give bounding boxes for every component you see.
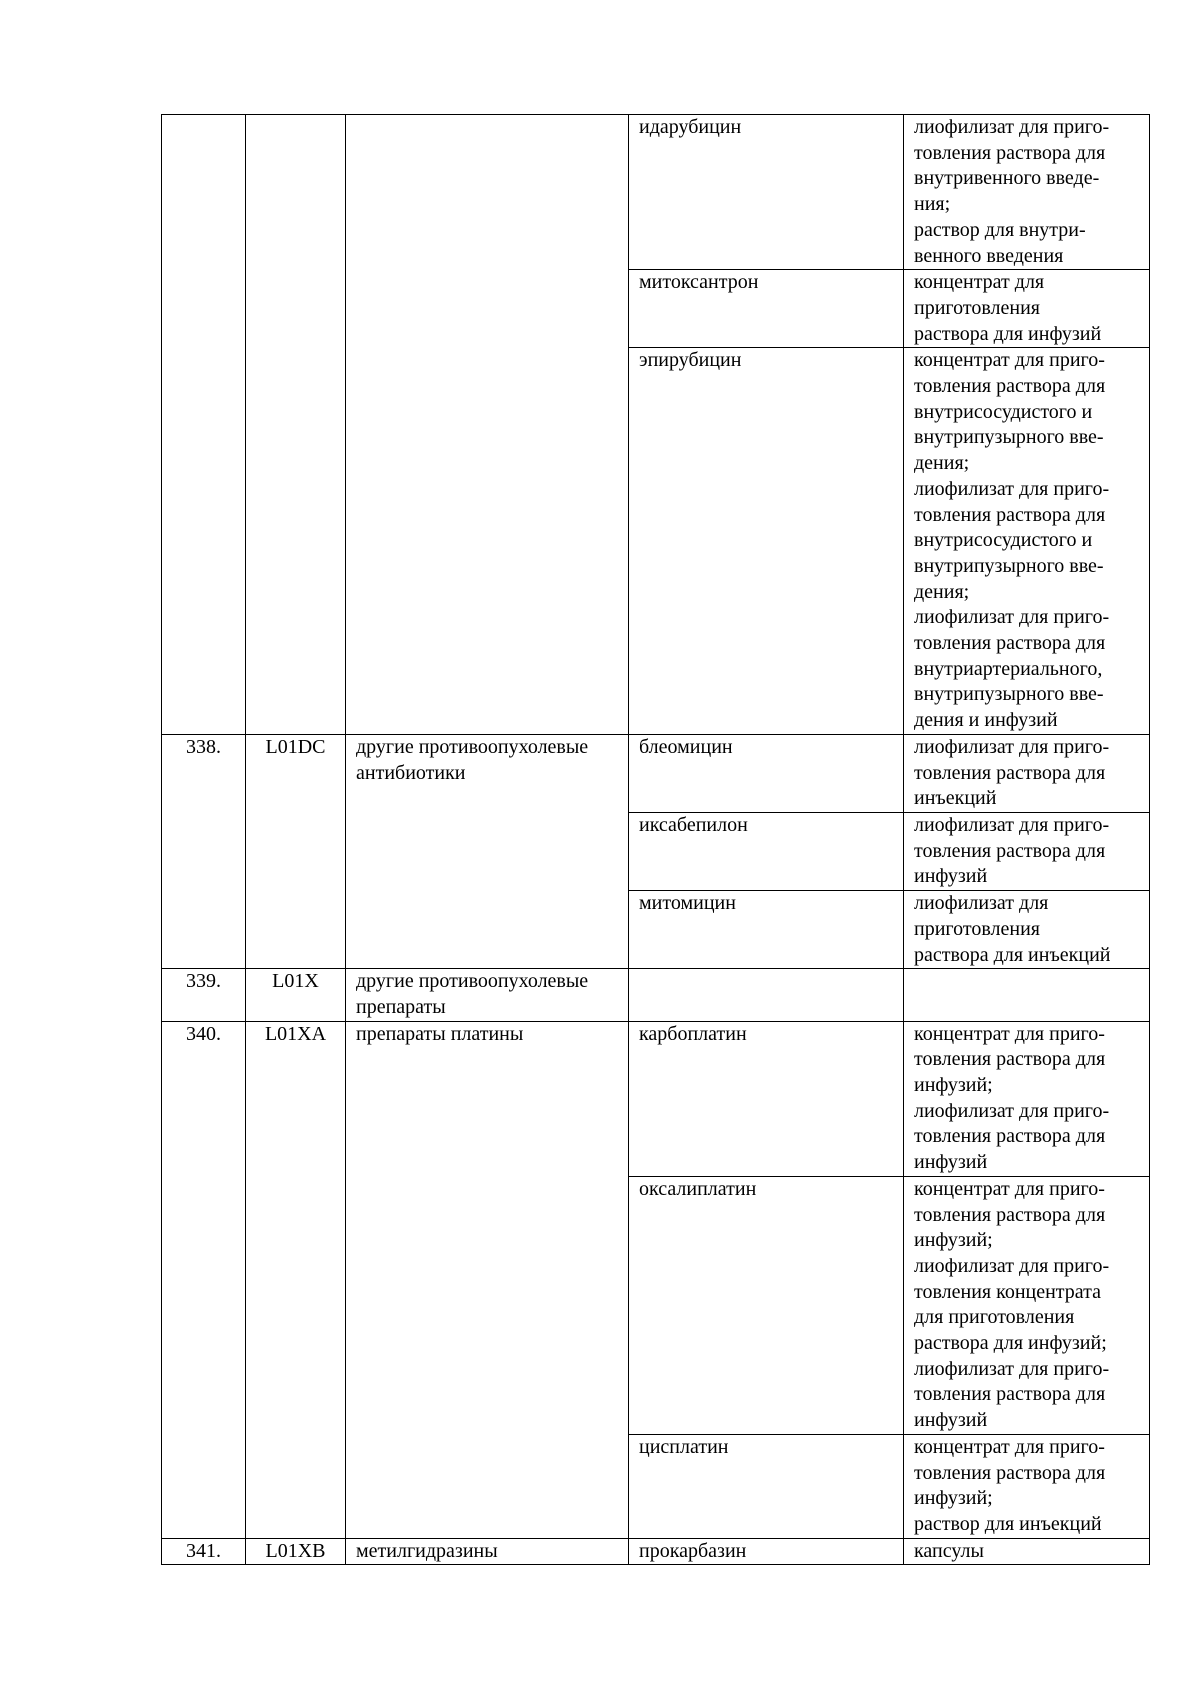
dosage-form-line: лиофилизат для приго- (914, 1099, 1110, 1122)
drug-name: прокарбазин (629, 1538, 904, 1565)
atc-code: L01XB (246, 1538, 346, 1565)
dosage-form-line: товления раствора для (914, 632, 1106, 655)
dosage-form-line: лиофилизат для приго- (914, 1357, 1110, 1380)
pharmacological-group (346, 1021, 629, 1538)
dosage-form-line: концентрат для приго- (914, 1022, 1105, 1045)
dosage-form-line: концентрат для приго- (914, 1435, 1105, 1458)
dosage-form-line: дения и инфузий (914, 709, 1058, 732)
dosage-form-line: лиофилизат для приго- (914, 1254, 1110, 1277)
dosage-form-line: лиофилизат для (914, 892, 1049, 915)
dosage-form-line: инфузий (914, 865, 988, 888)
group-name-line: препараты (356, 995, 446, 1018)
dosage-forms (904, 1176, 1150, 1434)
dosage-form-line: приготовления (914, 917, 1040, 940)
group-name-line: метилгидразины (356, 1539, 498, 1562)
drug-name: идарубицин (629, 115, 904, 270)
dosage-form-line: раствор для инъекций (914, 1512, 1102, 1535)
row-number (162, 115, 246, 735)
dosage-form-line: товления раствора для (914, 839, 1106, 862)
dosage-form-line: лиофилизат для приго- (914, 813, 1110, 836)
dosage-forms (904, 348, 1150, 735)
dosage-form-line: товления раствора для (914, 1383, 1106, 1406)
dosage-form-line: концентрат для приго- (914, 349, 1105, 372)
pharmacological-group (346, 734, 629, 968)
dosage-form-line: раствора для инъекций (914, 943, 1111, 966)
row-number: 339. (162, 969, 246, 1021)
dosage-form-line: внутрисосудистого и (914, 400, 1093, 423)
drug-name: цисплатин (629, 1434, 904, 1538)
dosage-forms (904, 812, 1150, 890)
dosage-form-line: внутрипузырного вве- (914, 683, 1104, 706)
dosage-form-line: инфузий; (914, 1229, 993, 1252)
atc-code: L01XA (246, 1021, 346, 1538)
dosage-forms (904, 891, 1150, 969)
dosage-forms (904, 270, 1150, 348)
dosage-form-line: ния; (914, 193, 951, 216)
group-name-line: другие противоопухолевые (356, 735, 589, 758)
dosage-forms (904, 969, 1150, 1021)
dosage-form-line: раствора для инфузий; (914, 1332, 1107, 1355)
drug-name: блеомицин (629, 734, 904, 812)
dosage-form-line: внутривенного введе- (914, 167, 1100, 190)
atc-code: L01X (246, 969, 346, 1021)
group-name-line: антибиотики (356, 761, 466, 784)
dosage-form-line: дения; (914, 452, 970, 475)
dosage-form-line: товления раствора для (914, 761, 1106, 784)
dosage-form-line: инфузий; (914, 1074, 993, 1097)
drug-name (629, 969, 904, 1021)
dosage-forms (904, 734, 1150, 812)
dosage-forms (904, 1538, 1150, 1565)
dosage-form-line: раствор для внутри- (914, 218, 1086, 241)
dosage-form-line: товления раствора для (914, 141, 1106, 164)
pharmacological-group (346, 115, 629, 735)
row-number: 340. (162, 1021, 246, 1538)
drug-name: митоксантрон (629, 270, 904, 348)
group-name-line: препараты платины (356, 1022, 524, 1045)
drug-name: эпирубицин (629, 348, 904, 735)
dosage-form-line: товления раствора для (914, 375, 1106, 398)
dosage-form-line: дения; (914, 580, 970, 603)
dosage-form-line: лиофилизат для приго- (914, 116, 1110, 138)
drug-name: иксабепилон (629, 812, 904, 890)
dosage-form-line: концентрат для (914, 271, 1045, 294)
table-row-7 (162, 1021, 1150, 1176)
group-name-line: другие противоопухолевые (356, 970, 589, 993)
dosage-form-line: внутриартериального, (914, 657, 1103, 680)
pharmacological-group (346, 1538, 629, 1565)
table-row-6 (162, 969, 1150, 1021)
dosage-form-line: инфузий (914, 1151, 988, 1174)
dosage-form-line: капсулы (914, 1539, 984, 1562)
dosage-form-line: лиофилизат для приго- (914, 735, 1110, 758)
row-number: 341. (162, 1538, 246, 1565)
table-body (162, 115, 1150, 1565)
dosage-form-line: инфузий; (914, 1487, 993, 1510)
dosage-form-line: концентрат для приго- (914, 1177, 1105, 1200)
dosage-form-line: лиофилизат для приго- (914, 606, 1110, 629)
drug-name: карбоплатин (629, 1021, 904, 1176)
dosage-form-line: раствора для инфузий (914, 322, 1102, 345)
drug-name: оксалиплатин (629, 1176, 904, 1434)
dosage-form-line: товления раствора для (914, 1125, 1106, 1148)
dosage-form-line: товления раствора для (914, 1203, 1106, 1226)
dosage-form-line: товления раствора для (914, 503, 1106, 526)
dosage-form-line: инъекций (914, 787, 997, 810)
dosage-form-line: товления концентрата (914, 1280, 1102, 1303)
dosage-form-line: внутрипузырного вве- (914, 554, 1104, 577)
dosage-form-line: венного введения (914, 244, 1064, 267)
dosage-form-line: приготовления (914, 296, 1040, 319)
dosage-form-line: товления раствора для (914, 1461, 1106, 1484)
dosage-form-line: товления раствора для (914, 1048, 1106, 1071)
drug-list-table (161, 114, 1150, 1565)
table-row-3 (162, 734, 1150, 812)
table-row-10 (162, 1538, 1150, 1565)
atc-code (246, 115, 346, 735)
dosage-form-line: внутрипузырного вве- (914, 426, 1104, 449)
dosage-form-line: для приготовления (914, 1306, 1075, 1329)
dosage-form-line: внутрисосудистого и (914, 529, 1093, 552)
table-row-0 (162, 115, 1150, 270)
row-number: 338. (162, 734, 246, 968)
drug-name: митомицин (629, 891, 904, 969)
atc-code: L01DC (246, 734, 346, 968)
dosage-forms (904, 1434, 1150, 1538)
dosage-forms (904, 115, 1150, 270)
pharmacological-group (346, 969, 629, 1021)
dosage-forms (904, 1021, 1150, 1176)
dosage-form-line: лиофилизат для приго- (914, 477, 1110, 500)
dosage-form-line: инфузий (914, 1409, 988, 1432)
